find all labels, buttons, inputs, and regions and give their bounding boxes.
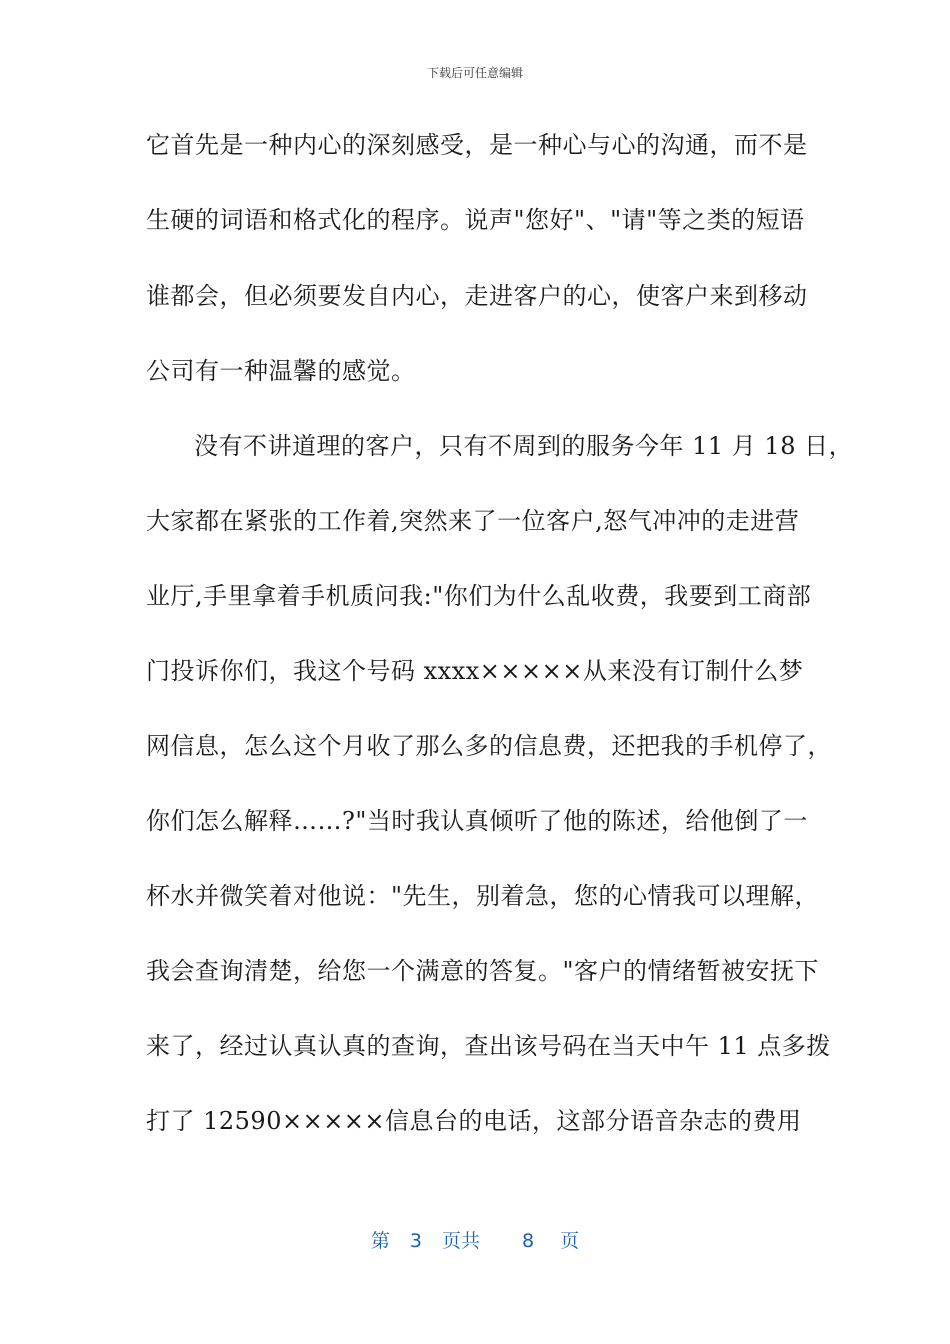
body-line-12: 我会查询清楚，给您一个满意的答复。"客户的情绪暂被安抚下 xyxy=(146,957,820,985)
body-line-11: 杯水并微笑着对他说："先生，别着急，您的心情我可以理解， xyxy=(146,882,820,910)
page-footer xyxy=(0,1226,950,1253)
footer-middle: 页共 xyxy=(441,1230,480,1252)
footer-suffix: 页 xyxy=(560,1230,580,1252)
body-line-13: 来了，经过认真认真的查询，查出该号码在当天中午 11 点多拨 xyxy=(146,1032,831,1060)
body-line-8: 门投诉你们，我这个号码 xxxx×××××从来没有订制什么梦 xyxy=(146,657,804,685)
footer-current-page: 3 xyxy=(409,1230,422,1252)
page-header: 下载后可任意编辑 xyxy=(426,66,523,80)
body-line-4: 公司有一种温馨的感觉。 xyxy=(146,357,416,385)
body-line-14: 打了 12590×××××信息台的电话，这部分语音杂志的费用 xyxy=(146,1107,802,1135)
body-line-10: 你们怎么解释……?"当时我认真倾听了他的陈述，给他倒了一 xyxy=(146,807,808,835)
body-line-7: 业厅,手里拿着手机质问我:"你们为什么乱收费，我要到工商部 xyxy=(146,582,812,610)
body-line-6: 大家都在紧张的工作着,突然来了一位客户,怒气冲冲的走进营 xyxy=(146,507,800,535)
body-line-5: 没有不讲道理的客户，只有不周到的服务今年 11 月 18 日， xyxy=(194,432,854,460)
body-line-3: 谁都会，但必须要发自内心，走进客户的心，使客户来到移动 xyxy=(146,282,808,310)
body-line-1: 它首先是一种内心的深刻感受，是一种心与心的沟通，而不是 xyxy=(146,131,808,159)
footer-prefix: 第 xyxy=(370,1230,390,1252)
footer-total-pages: 8 xyxy=(522,1230,535,1252)
body-line-9: 网信息，怎么这个月收了那么多的信息费，还把我的手机停了， xyxy=(146,732,832,760)
body-line-2: 生硬的词语和格式化的程序。说声"您好"、"请"等之类的短语 xyxy=(146,206,805,234)
